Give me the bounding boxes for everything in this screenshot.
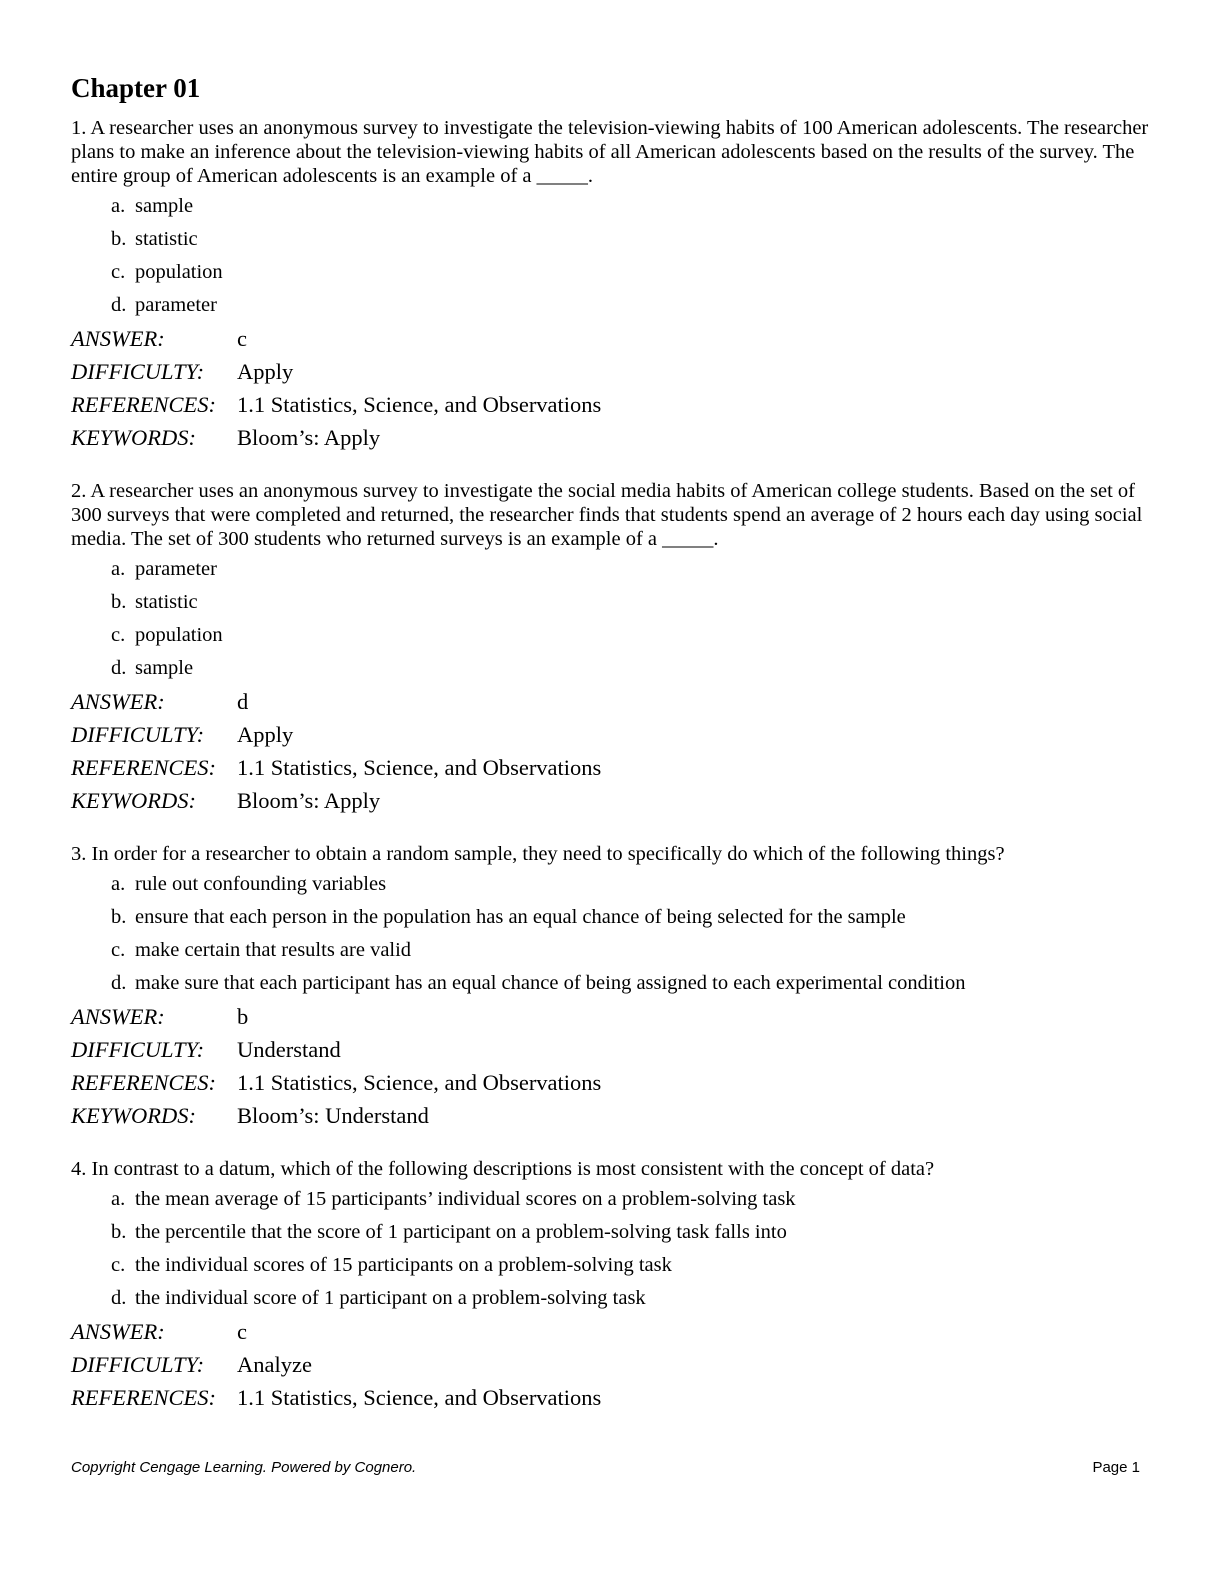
answer-choice xyxy=(111,553,1151,586)
answer-choice xyxy=(111,1183,1151,1216)
question-metadata xyxy=(71,322,1151,454)
document-page xyxy=(71,70,1151,1439)
chapter-title: Chapter 01 xyxy=(71,73,201,103)
answer-choice xyxy=(111,289,1151,322)
question-text: 1. A researcher uses an anonymous survey to investigate the television-viewing habits of 100 American adolescents. The researcher plans to make an inference about the television-viewing habits of all American adolescents based on the results of the survey. The entire group of American adolescents is an example of a _____. xyxy=(71,117,1149,187)
choice-text: the mean average of 15 participants’ individual scores on a problem-solving task xyxy=(135,1188,796,1210)
metadata-row xyxy=(71,784,1151,817)
choice-letter: a. xyxy=(111,558,126,580)
choice-text: rule out confounding variables xyxy=(135,873,387,895)
metadata-value: c xyxy=(237,326,247,351)
answer-choice xyxy=(111,1249,1151,1282)
choice-text: population xyxy=(135,624,223,646)
metadata-label: DIFFICULTY: xyxy=(71,1037,205,1062)
metadata-row xyxy=(71,355,1151,388)
choice-text: statistic xyxy=(135,228,198,250)
choice-letter: a. xyxy=(111,873,126,895)
choice-list xyxy=(111,1183,1151,1315)
question-list xyxy=(71,116,1151,1414)
metadata-label: REFERENCES: xyxy=(71,1070,216,1095)
question-text: 4. In contrast to a datum, which of the following descriptions is most consistent with the concept of data? xyxy=(71,1158,935,1180)
metadata-label: ANSWER: xyxy=(71,1319,165,1344)
question-text: 3. In order for a researcher to obtain a random sample, they need to specifically do which of the following things? xyxy=(71,843,1005,865)
question-block xyxy=(71,116,1151,454)
choice-text: parameter xyxy=(135,294,217,316)
question-metadata xyxy=(71,1000,1151,1132)
choice-text: population xyxy=(135,261,223,283)
answer-choice xyxy=(111,223,1151,256)
choice-letter: d. xyxy=(111,294,127,316)
metadata-value: Analyze xyxy=(237,1352,312,1377)
metadata-value: Bloom’s: Understand xyxy=(237,1103,429,1128)
choice-letter: c. xyxy=(111,939,126,961)
metadata-row xyxy=(71,685,1151,718)
metadata-label: DIFFICULTY: xyxy=(71,359,205,384)
answer-choice xyxy=(111,1282,1151,1315)
choice-text: sample xyxy=(135,657,194,679)
choice-text: make certain that results are valid xyxy=(135,939,412,961)
choice-letter: c. xyxy=(111,624,126,646)
answer-choice xyxy=(111,652,1151,685)
choice-letter: d. xyxy=(111,972,127,994)
choice-list xyxy=(111,190,1151,322)
choice-text: statistic xyxy=(135,591,198,613)
answer-choice xyxy=(111,868,1151,901)
metadata-value: 1.1 Statistics, Science, and Observations xyxy=(237,1385,602,1410)
answer-choice xyxy=(111,619,1151,652)
answer-choice xyxy=(111,1216,1151,1249)
metadata-value: d xyxy=(237,689,249,714)
choice-letter: d. xyxy=(111,1287,127,1309)
metadata-row xyxy=(71,751,1151,784)
metadata-value: Apply xyxy=(237,722,294,747)
question-metadata xyxy=(71,685,1151,817)
metadata-row xyxy=(71,1000,1151,1033)
answer-choice xyxy=(111,256,1151,289)
choice-letter: a. xyxy=(111,195,126,217)
metadata-label: ANSWER: xyxy=(71,1004,165,1029)
choice-letter: c. xyxy=(111,261,126,283)
choice-text: ensure that each person in the population has an equal chance of being selected for the sample xyxy=(135,906,906,928)
metadata-label: KEYWORDS: xyxy=(71,1103,196,1128)
metadata-row xyxy=(71,1381,1151,1414)
metadata-row xyxy=(71,1033,1151,1066)
choice-letter: b. xyxy=(111,228,127,250)
metadata-label: DIFFICULTY: xyxy=(71,1352,205,1377)
choice-text: sample xyxy=(135,195,194,217)
metadata-row xyxy=(71,322,1151,355)
choice-text: the percentile that the score of 1 participant on a problem-solving task falls into xyxy=(135,1221,787,1243)
metadata-label: REFERENCES: xyxy=(71,1385,216,1410)
answer-choice xyxy=(111,934,1151,967)
metadata-value: Understand xyxy=(237,1037,341,1062)
metadata-label: REFERENCES: xyxy=(71,392,216,417)
answer-choice xyxy=(111,967,1151,1000)
choice-text: make sure that each participant has an equal chance of being assigned to each experimental condition xyxy=(135,972,966,994)
choice-list xyxy=(111,553,1151,685)
metadata-value: Bloom’s: Apply xyxy=(237,788,381,813)
metadata-row xyxy=(71,1066,1151,1099)
metadata-label: KEYWORDS: xyxy=(71,788,196,813)
choice-list xyxy=(111,868,1151,1000)
page-footer xyxy=(71,1459,1140,1476)
choice-text: the individual score of 1 participant on a problem-solving task xyxy=(135,1287,646,1309)
metadata-row xyxy=(71,421,1151,454)
question-text: 2. A researcher uses an anonymous survey to investigate the social media habits of American college students. Based on the set of 300 surveys that were completed and returned, the researcher finds that students spend an average of 2 hours each day using social media. The set of 300 students who returned surveys is an example of a _____. xyxy=(71,480,1143,550)
choice-letter: b. xyxy=(111,591,127,613)
question-block xyxy=(71,1157,1151,1414)
choice-letter: d. xyxy=(111,657,127,679)
metadata-value: c xyxy=(237,1319,247,1344)
metadata-value: Apply xyxy=(237,359,294,384)
metadata-label: KEYWORDS: xyxy=(71,425,196,450)
metadata-row xyxy=(71,1099,1151,1132)
metadata-row xyxy=(71,1315,1151,1348)
choice-text: the individual scores of 15 participants on a problem-solving task xyxy=(135,1254,672,1276)
question-block xyxy=(71,479,1151,817)
metadata-value: 1.1 Statistics, Science, and Observations xyxy=(237,755,602,780)
metadata-row xyxy=(71,718,1151,751)
choice-letter: b. xyxy=(111,906,127,928)
metadata-value: b xyxy=(237,1004,249,1029)
metadata-label: ANSWER: xyxy=(71,689,165,714)
answer-choice xyxy=(111,190,1151,223)
question-block xyxy=(71,842,1151,1132)
choice-letter: a. xyxy=(111,1188,126,1210)
question-metadata xyxy=(71,1315,1151,1414)
metadata-value: 1.1 Statistics, Science, and Observations xyxy=(237,1070,602,1095)
metadata-row xyxy=(71,1348,1151,1381)
metadata-row xyxy=(71,388,1151,421)
metadata-label: REFERENCES: xyxy=(71,755,216,780)
copyright-text: Copyright Cengage Learning. Powered by Cognero. xyxy=(71,1459,417,1476)
page-number: Page 1 xyxy=(1092,1459,1140,1476)
metadata-label: DIFFICULTY: xyxy=(71,722,205,747)
choice-letter: c. xyxy=(111,1254,126,1276)
metadata-label: ANSWER: xyxy=(71,326,165,351)
metadata-value: Bloom’s: Apply xyxy=(237,425,381,450)
choice-letter: b. xyxy=(111,1221,127,1243)
choice-text: parameter xyxy=(135,558,217,580)
metadata-value: 1.1 Statistics, Science, and Observations xyxy=(237,392,602,417)
answer-choice xyxy=(111,586,1151,619)
answer-choice xyxy=(111,901,1151,934)
